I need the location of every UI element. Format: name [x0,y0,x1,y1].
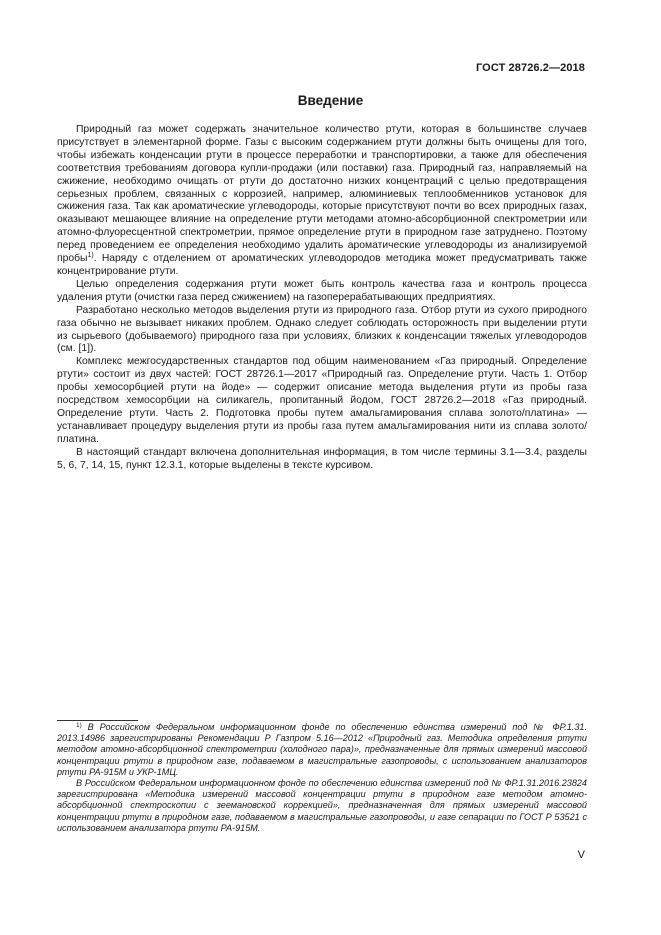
footnote [57,722,587,778]
paragraph: Разработано несколько методов выделения ртути из природного газа. Отбор ртути из сухого природного газа обычно не вызывает никаких проблем. Однако следует соблюдать осторожность при выделении ртути из сырьевого (добываемого) природного газа при условиях, близких к конденсации тяжелых углеводородов (см. [1]). [57,304,587,355]
page-number: V [577,849,585,861]
section-title: Введение [297,93,364,108]
paragraph: В настоящий стандарт включена дополнительная информация, в том числе термины 3.1—3.4, разделы 5, 6, 7, 14, 15, пункт 12.3.1, которые выделены в тексте курсивом. [57,446,587,471]
footnote-separator [57,720,138,721]
paragraph [57,124,587,279]
paragraph: Целью определения содержания ртути может быть контроль качества газа и контроль процесса удаления ртути (очистки газа перед сжижением) на газоперерабатывающих предприятиях. [57,278,587,303]
paragraph-text: Природный газ может содержать значительное количество ртути, которая в большинстве случаев присутствует в элементарной форме. Газы с высоким содержанием ртути должны быть очищены для того, чтобы избежать конденсации ртути в процессе переработки и транспортировки, а также для обеспечения соответствия требованиям договора купли-продажи (или поставки) газа. Природный газ, направляемый на сжижение, необходимо очищать от ртути до достаточно низких концентраций с целью предотвращения серьезных проблем, связанных с коррозией, например, алюминиевых теплообменников установок для сжижения газа. Так как ароматические углеводороды, которые присутствуют почти во всех природных газах, оказывают мешающее влияние на определение ртути методами атомно-абсорбционной спектрометрии или атомно-флуоресцентной спектрометрии, прямое определение ртути в природном газе затруднено. Поэтому перед проведением ее определения необходимо удалить ароматические углеводороды из анализируемой пробы [57,124,587,265]
footnotes [57,722,587,834]
footnote [57,778,587,834]
document-header [476,62,585,74]
standard-code: ГОСТ 28726.2—2018 [475,62,585,74]
paragraph-text-continued: . Наряду с отделением от ароматических углеводородов методика может предусматривать также концентрирование ртути. [57,253,587,277]
footnote-text: В Российском Федеральном информационном фонде по обеспечению единства измерений под № ФР.1.31.2016.23824 зарегистрирована «Методика измерений массовой концентрации ртути в природном газе методом атомно-абсорбционной спектроскопии с зеемановской коррекцией», предназначенная для прямых измерений массовой концентрации ртути в природном газе, подаваемом в магистральные газопроводы, и газе сепарации по ГОСТ Р 53521 с использованием анализатора ртути РА-915М. [57,778,587,833]
paragraph: Комплекс межгосударственных стандартов под общим наименованием «Газ природный. Определение ртути» состоит из двух частей: ГОСТ 28726.1—2017 «Природный газ. Определение ртути. Часть 1. Отбор пробы хемосорбцией ртути на йоде» — содержит описание метода выделения ртути из пробы газа посредством хемосорбции на силикагель, пропитанный йодом, ГОСТ 28726.2—2018 «Газ природный. Определение ртути. Часть 2. Подготовка пробы путем амальгамирования сплава золото/платина» — устанавливает процедуру выделения ртути из пробы газа путем амальгамирования нити из сплава золото/платина. [57,356,587,445]
footnote-text: В Российском Федеральном информационном фонде по обеспечению единства измерений под № ФР.1.31. 2013.14986 зарегистрированы Рекомендации Р Газпром 5.16—2012 «Природный газ. Методика определения ртути методом атомно-абсорбционной спектрометрии (холодного пара)», предназначенные для прямых измерений массовой концентрации ртути в природном газе, подаваемом в магистральные газопроводы, с использованием анализаторов ртути РА-915М и УКР-1МЦ. [57,722,587,777]
footnote-mark: 1) [76,722,82,729]
footnote-reference: 1) [87,252,94,260]
main-body [57,124,587,472]
